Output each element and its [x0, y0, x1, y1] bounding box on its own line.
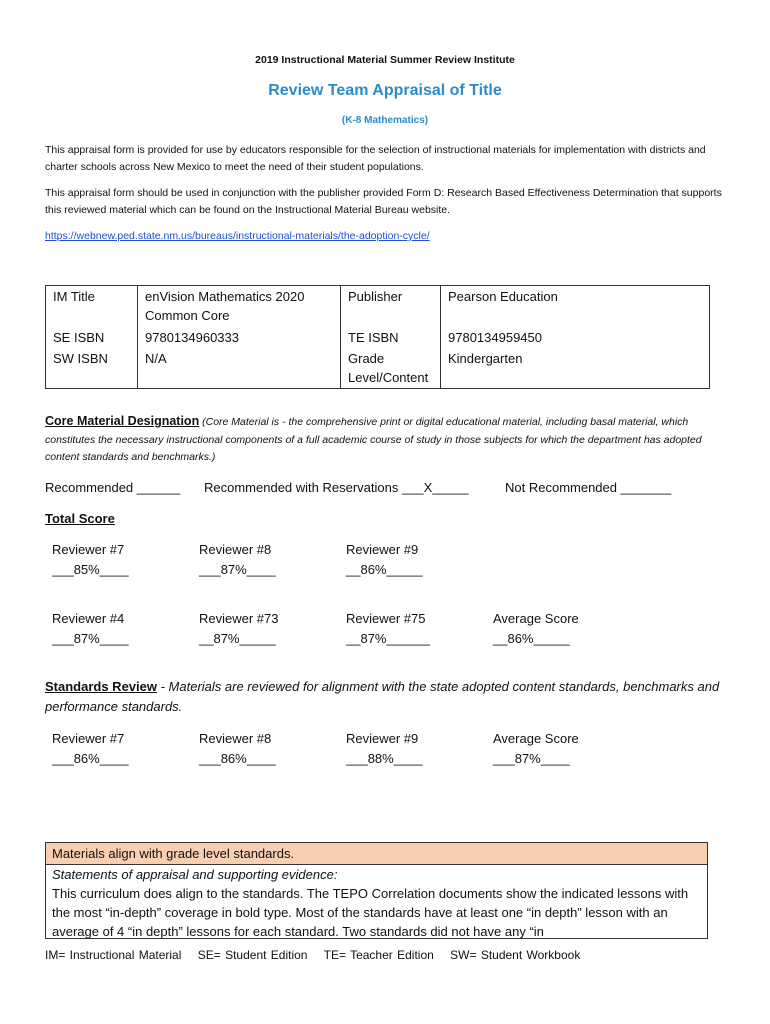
legend-se: SE= Student Edition	[197, 948, 308, 962]
score-label: Reviewer #8	[199, 731, 272, 746]
abbreviation-legend	[45, 948, 592, 962]
standards-average	[493, 729, 579, 769]
score-label: Reviewer #8	[199, 542, 272, 557]
intro-paragraph-2: This appraisal form should be used in conjunction with the publisher provided Form D: Research Based Effectiveness Determination that supports this reviewed material which can be found on the Instructional Material Bureau website.	[45, 187, 722, 216]
total-score-reviewer-73	[199, 609, 279, 649]
page-title: Review Team Appraisal of Title	[268, 82, 502, 99]
evidence-text: This curriculum does align to the standards. The TEPO Correlation documents show the indicated lessons with the most “in-depth” coverage in bold type. Most of the standards have at least one “in depth” lesson with an average of 4 “in depth” lessons for each standard. Two standards did not have any “in	[52, 886, 689, 939]
total-score-reviewer-75	[346, 609, 430, 649]
grade-level-value: Kindergarten	[441, 348, 710, 389]
score-label: Reviewer #75	[346, 611, 426, 626]
score-label: Average Score	[493, 611, 579, 626]
total-score-reviewer-7	[52, 540, 129, 580]
total-score-reviewer-9	[346, 540, 423, 580]
score-value: ___86%____	[52, 751, 129, 766]
page-subtitle: (K-8 Mathematics)	[341, 115, 429, 126]
recommended-option: Recommended ______	[45, 480, 181, 495]
score-label: Reviewer #7	[52, 731, 125, 746]
score-value: ___87%____	[493, 751, 570, 766]
score-label: Reviewer #9	[346, 731, 419, 746]
standards-review-description: - Materials are reviewed for alignment with the state adopted content standards, benchmarks and performance standards.	[45, 679, 720, 714]
publisher-label: Publisher	[341, 286, 441, 328]
adoption-cycle-link[interactable]: https://webnew.ped.state.nm.us/bureaus/instructional-materials/the-adoption-cycle/	[45, 230, 430, 242]
evidence-body	[46, 865, 707, 939]
score-value: ___87%____	[199, 562, 276, 577]
sw-isbn-label: SW ISBN	[46, 348, 138, 389]
se-isbn-value: 9780134960333	[138, 327, 341, 348]
core-material-description: (Core Material is - the comprehensive print or digital educational material, including basal material, which constitutes the necessary instructional components of a full academic course of study in those subjects for which the department has adopted content standards and benchmarks.)	[45, 416, 702, 463]
total-score-reviewer-4	[52, 609, 129, 649]
se-isbn-label: SE ISBN	[46, 327, 138, 348]
institute-heading: 2019 Instructional Material Summer Review Institute	[255, 54, 515, 66]
score-label: Reviewer #4	[52, 611, 125, 626]
te-isbn-value: 9780134959450	[441, 327, 710, 348]
total-score-reviewer-8	[199, 540, 276, 580]
score-label: Average Score	[493, 731, 579, 746]
im-title-label: IM Title	[46, 286, 138, 328]
score-label: Reviewer #9	[346, 542, 419, 557]
total-score-heading: Total Score	[45, 511, 115, 526]
standards-reviewer-9	[346, 729, 423, 769]
evidence-box	[45, 842, 708, 939]
table-row	[46, 327, 710, 348]
evidence-statement-label: Statements of appraisal and supporting evidence:	[52, 867, 338, 882]
im-title-value: enVision Mathematics 2020 Common Core	[138, 286, 341, 328]
publisher-value: Pearson Education	[441, 286, 710, 328]
intro-paragraph-1: This appraisal form is provided for use by educators responsible for the selection of instructional materials for implementation with districts and charter schools across New Mexico to meet the need of their student populations.	[45, 144, 706, 173]
score-value: ___86%____	[199, 751, 276, 766]
table-row	[46, 286, 710, 328]
score-value: ___87%____	[52, 631, 129, 646]
grade-level-label: Grade Level/Content	[341, 348, 441, 389]
legend-im: IM= Instructional Material	[45, 948, 182, 962]
te-isbn-label: TE ISBN	[341, 327, 441, 348]
legend-sw: SW= Student Workbook	[450, 948, 581, 962]
score-value: __86%_____	[346, 562, 423, 577]
score-label: Reviewer #7	[52, 542, 125, 557]
core-material-label: Core Material Designation	[45, 414, 200, 428]
total-score-average	[493, 609, 579, 649]
score-value: __87%_____	[199, 631, 276, 646]
evidence-heading: Materials align with grade level standards.	[46, 843, 707, 865]
sw-isbn-value: N/A	[138, 348, 341, 389]
standards-reviewer-7	[52, 729, 129, 769]
score-value: __87%______	[346, 631, 430, 646]
title-info-table	[45, 285, 710, 389]
legend-te: TE= Teacher Edition	[323, 948, 434, 962]
score-label: Reviewer #73	[199, 611, 279, 626]
not-recommended-option: Not Recommended _______	[505, 480, 672, 495]
standards-review-label: Standards Review	[45, 679, 157, 694]
score-value: ___88%____	[346, 751, 423, 766]
standards-review	[45, 677, 725, 717]
score-value: ___85%____	[52, 562, 129, 577]
core-material-designation	[45, 413, 715, 467]
recommended-with-reservations-option: Recommended with Reservations ___X_____	[204, 480, 469, 495]
standards-reviewer-8	[199, 729, 276, 769]
score-value: __86%_____	[493, 631, 570, 646]
table-row	[46, 348, 710, 389]
